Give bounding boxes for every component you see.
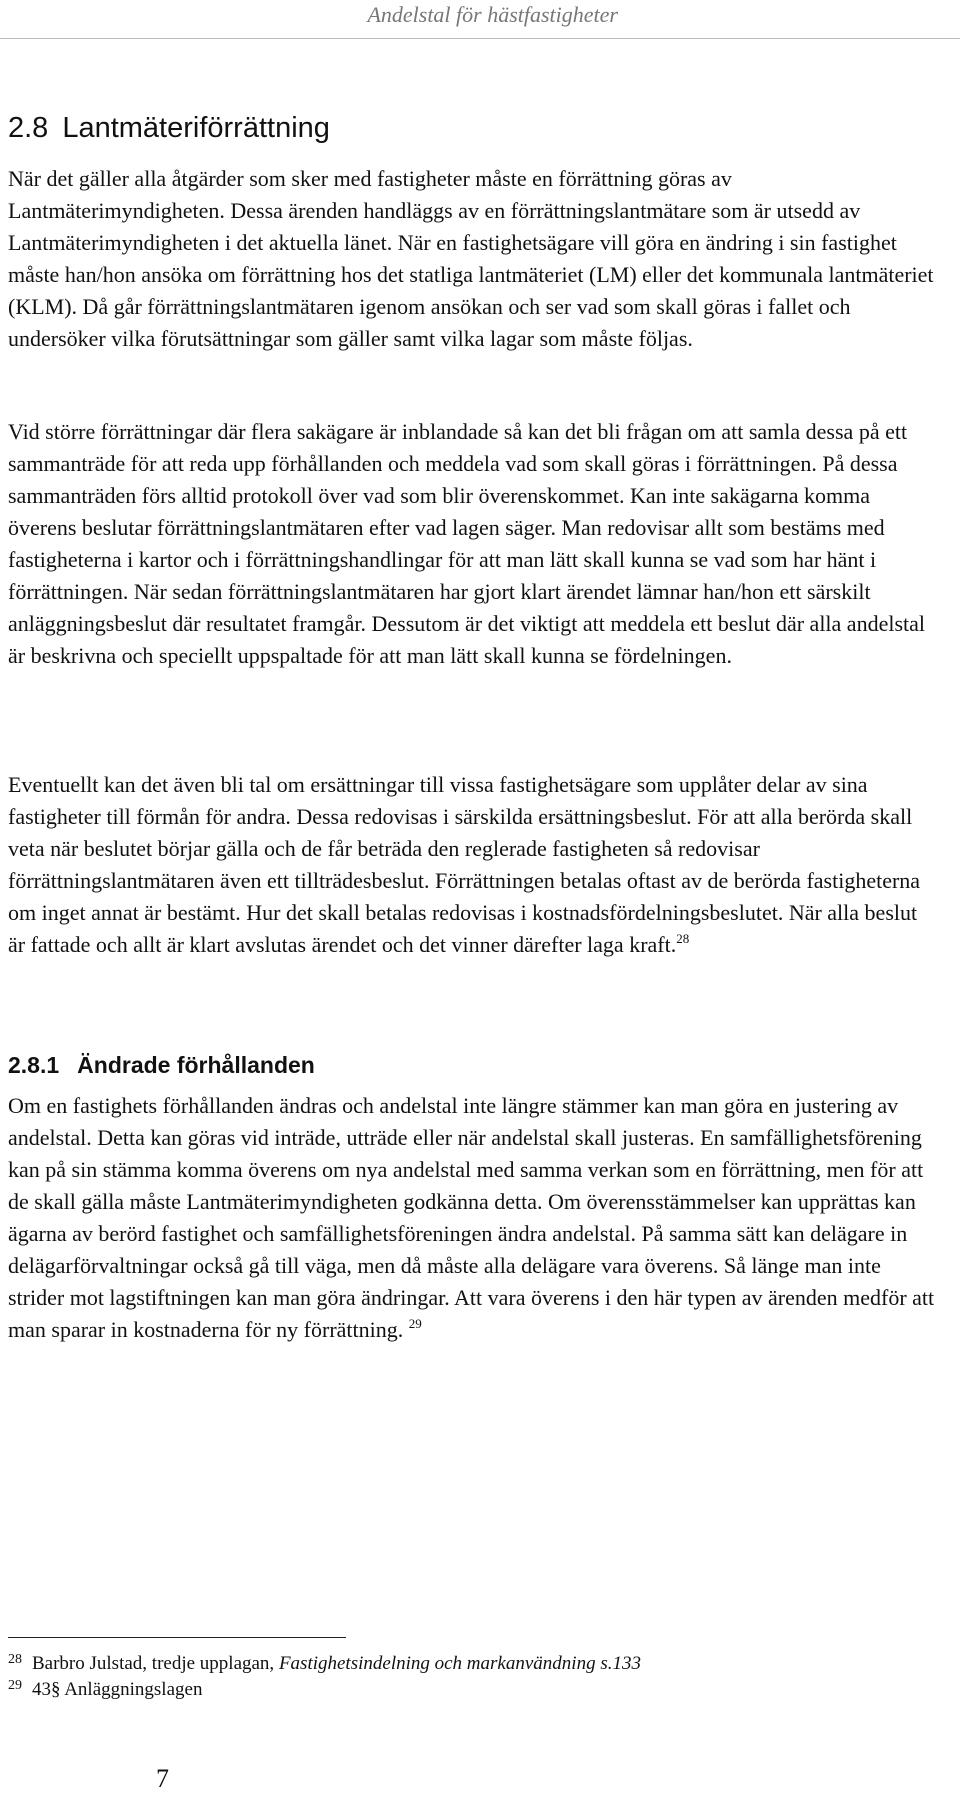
paragraph-3-text: Eventuellt kan det även bli tal om ersättningar till vissa fastighetsägare som upplåter delar av sina fastigheter till förmån för andra. Dessa redovisas i särskilda ersättningsbeslut. För att alla berörda skall veta när beslutet börjar gälla och de får beträda den reglerade fastigheten så redovisar förrättningslantmätaren även ett tillträdesbeslut. Förrättningen betalas oftast av de berörda fastigheterna om inget annat är bestämt. Hur det skall betalas redovisas i kostnadsfördelningsbeslutet. När alla beslut är fattade och allt är klart avslutas ärendet och det vinner därefter laga kraft. bbox=[8, 772, 921, 957]
section-title: Lantmäteriförrättning bbox=[62, 112, 330, 144]
footnote-ref-28: 28 bbox=[676, 931, 690, 946]
subsection-number: 2.8.1 bbox=[8, 1052, 60, 1078]
subsection-heading bbox=[8, 1052, 315, 1079]
footnote-text: Barbro Julstad, tredje upplagan, bbox=[32, 1653, 279, 1674]
footnote-text: 43§ Anläggningslagen bbox=[32, 1679, 203, 1700]
footnote-divider bbox=[8, 1637, 346, 1638]
running-header bbox=[0, 2, 960, 28]
header-divider bbox=[0, 38, 960, 39]
page-number: 7 bbox=[156, 1764, 169, 1793]
footnote-29 bbox=[8, 1678, 908, 1702]
footnote-ref-29: 29 bbox=[408, 1316, 422, 1331]
footnote-mark: 29 bbox=[8, 1678, 22, 1693]
subsection-paragraph-text: Om en fastighets förhållanden ändras och andelstal inte längre stämmer kan man göra en justering av andelstal. Detta kan göras vid inträde, utträde eller när andelstal skall justeras. En samfällighetsförening kan på sin stämma komma överens om nya andelstal med samma verkan som en förrättning, men för att de skall gälla måste Lantmäterimyndigheten godkänna detta. Om överensstämmelser kan upprättas kan ägarna av berörd fastighet och samfällighetsföreningen ändra andelstal. På samma sätt kan delägare in delägarförvaltningar också gå till väga, men då måste alla delägare vara överens. Så länge man inte strider mot lagstiftningen kan man göra ändringar. Att vara överens i den här typen av ärenden medför att man sparar in kostnaderna för ny förrättning. bbox=[8, 1093, 935, 1342]
running-header-text: Andelstal för hästfastigheter bbox=[367, 2, 618, 27]
section-number: 2.8 bbox=[8, 112, 49, 144]
footnote-mark: 28 bbox=[8, 1652, 22, 1667]
subsection-paragraph bbox=[8, 1090, 938, 1346]
section-heading bbox=[8, 112, 330, 145]
paragraph-1: När det gäller alla åtgärder som sker med fastigheter måste en förrättning göras av Lantmäterimyndigheten. Dessa ärenden handläggs av en förrättningslantmätare som är utsedd av Lantmäterimyndigheten i det aktuella länet. När en fastighetsägare vill göra en ändring i sin fastighet måste han/hon ansöka om förrättning hos det statliga lantmäteriet (LM) eller det kommunala lantmäteriet (KLM). Då går förrättningslantmätaren igenom ansökan och ser vad som skall göras i fallet och undersöker vilka förutsättningar som gäller samt vilka lagar som måste följas. bbox=[8, 166, 934, 351]
paragraph-3 bbox=[8, 769, 938, 961]
subsection-title: Ändrade förhållanden bbox=[77, 1052, 315, 1078]
paragraph-2: Vid större förrättningar där flera sakägare är inblandade så kan det bli frågan om att samla dessa på ett sammanträde för att reda upp förhållanden och meddela vad som skall göras i förrättningen. På dessa sammanträden förs alltid protokoll över vad som blir överenskommet. Kan inte sakägarna komma överens beslutar förrättningslantmätaren efter vad lagen säger. Man redovisar allt som bestäms med fastigheterna i kartor och i förrättningshandlingar för att man lätt skall kunna se vad som har hänt i förrättningen. När sedan förrättningslantmätaren har gjort klart ärendet lämnar han/hon ett särskilt anläggningsbeslut där resultatet framgår. Dessutom är det viktigt att meddela ett beslut där alla andelstal är beskrivna och speciellt uppspaltade för att man lätt skall kunna se fördelningen. bbox=[8, 419, 925, 668]
footnote-source: Fastighetsindelning och markanvändning s.133 bbox=[278, 1653, 641, 1674]
footnote-28 bbox=[8, 1652, 908, 1676]
